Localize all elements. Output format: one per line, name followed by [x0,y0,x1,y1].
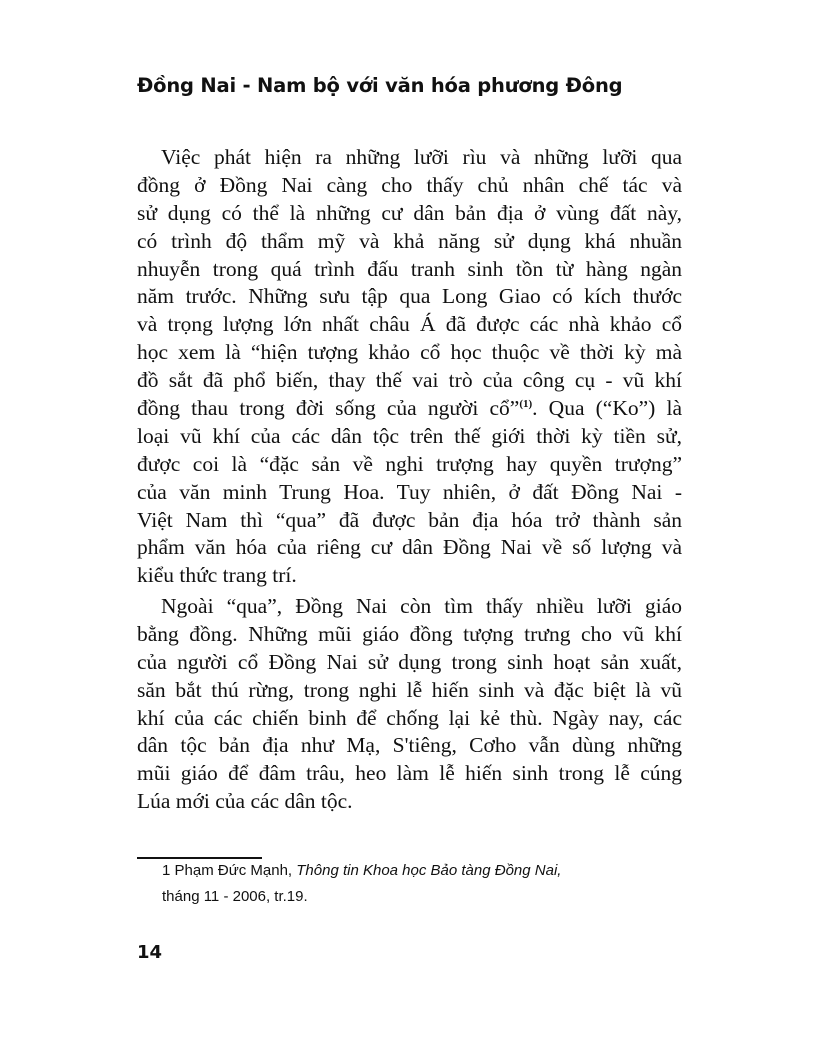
text-line [137,760,682,788]
text-line-content: học xem là “hiện tượng khảo cổ học thuộc về thời kỳ mà [137,340,682,365]
text-line [137,423,682,451]
text-line-content: khí của các chiến binh để chống lại kẻ thù. Ngày nay, các [137,705,682,730]
text-line-content: năm trước. Những sưu tập qua Long Giao có kích thước [137,284,682,309]
footnote-author: 1 Phạm Đức Mạnh, [162,862,297,879]
text-line [137,593,682,621]
footnote-line-2: tháng 11 - 2006, tr.19. [162,888,308,905]
text-line [137,283,682,311]
footnote-line-1 [162,858,682,884]
text-line [137,507,682,535]
text-line [137,732,682,760]
text-line-content: phẩm văn hóa của riêng cư dân Đồng Nai về số lượng và [137,535,682,560]
text-line-content: của văn minh Trung Hoa. Tuy nhiên, ở đất Đồng Nai - [137,479,682,504]
text-line-tail: . Qua (“Ko”) là [532,396,682,421]
text-line [137,621,682,649]
page-number: 14 [137,942,163,963]
text-line-content: mũi giáo để đâm trâu, heo làm lễ hiến sinh trong lễ cúng [137,761,682,786]
text-line-content: có trình độ thẩm mỹ và khả năng sử dụng khá nhuần [137,228,682,253]
text-line-content: đồng ở Đồng Nai càng cho thấy chủ nhân chế tác và [137,172,682,197]
paragraph-1 [137,144,682,590]
text-line [137,200,682,228]
page-header-title: Đồng Nai - Nam bộ với văn hóa phương Đông [137,74,623,97]
text-line-content: Lúa mới của các dân tộc. [137,789,353,814]
text-line-content: dân tộc bản địa như Mạ, S'tiêng, Cơho vẫn dùng những [137,733,682,758]
text-line [137,228,682,256]
footnote-source-title: Thông tin Khoa học Bảo tàng Đồng Nai, [296,862,562,879]
text-line [137,172,682,200]
text-line-content: được coi là “đặc sản về nghi trượng hay quyền trượng” [137,451,682,476]
text-line [137,534,682,562]
text-line [137,311,682,339]
text-line [137,705,682,733]
text-line [137,788,682,816]
text-line [137,256,682,284]
text-line [137,367,682,395]
text-line [137,395,682,423]
text-line-content: săn bắt thú rừng, trong nghi lễ hiến sinh và đặc biệt là vũ [137,677,682,702]
text-line-content: Việt Nam thì “qua” đã được bản địa hóa trở thành sản [137,507,682,532]
paragraph-2 [137,593,682,816]
text-line-content: Việc phát hiện ra những lưỡi rìu và những lưỡi qua [161,145,682,169]
text-line [137,562,682,590]
text-line-content: đồng thau trong đời sống của người cổ” [137,396,520,421]
text-line-content: bằng đồng. Những mũi giáo đồng tượng trưng cho vũ khí [137,621,682,646]
text-line-content: và trọng lượng lớn nhất châu Á đã được các nhà khảo cổ [137,312,682,337]
text-line-content: Ngoài “qua”, Đồng Nai còn tìm thấy nhiều lưỡi giáo [161,594,682,618]
text-line-content: nhuyễn trong quá trình đấu tranh sinh tồn từ hàng ngàn [137,256,682,281]
text-line [137,649,682,677]
text-line-content: của người cổ Đồng Nai sử dụng trong sinh hoạt sản xuất, [137,649,682,674]
text-line-content: kiểu thức trang trí. [137,563,297,588]
text-line [137,479,682,507]
text-line [137,144,682,172]
text-line-content: loại vũ khí của các dân tộc trên thế giới thời kỳ tiền sử, [137,423,682,448]
footnote-reference[interactable]: (1) [519,397,533,410]
text-line-content: đồ sắt đã phổ biến, thay thế vai trò của công cụ - vũ khí [137,368,682,393]
text-line [137,451,682,479]
text-line [137,677,682,705]
text-line [137,339,682,367]
text-line-content: sử dụng có thể là những cư dân bản địa ở vùng đất này, [137,200,682,225]
